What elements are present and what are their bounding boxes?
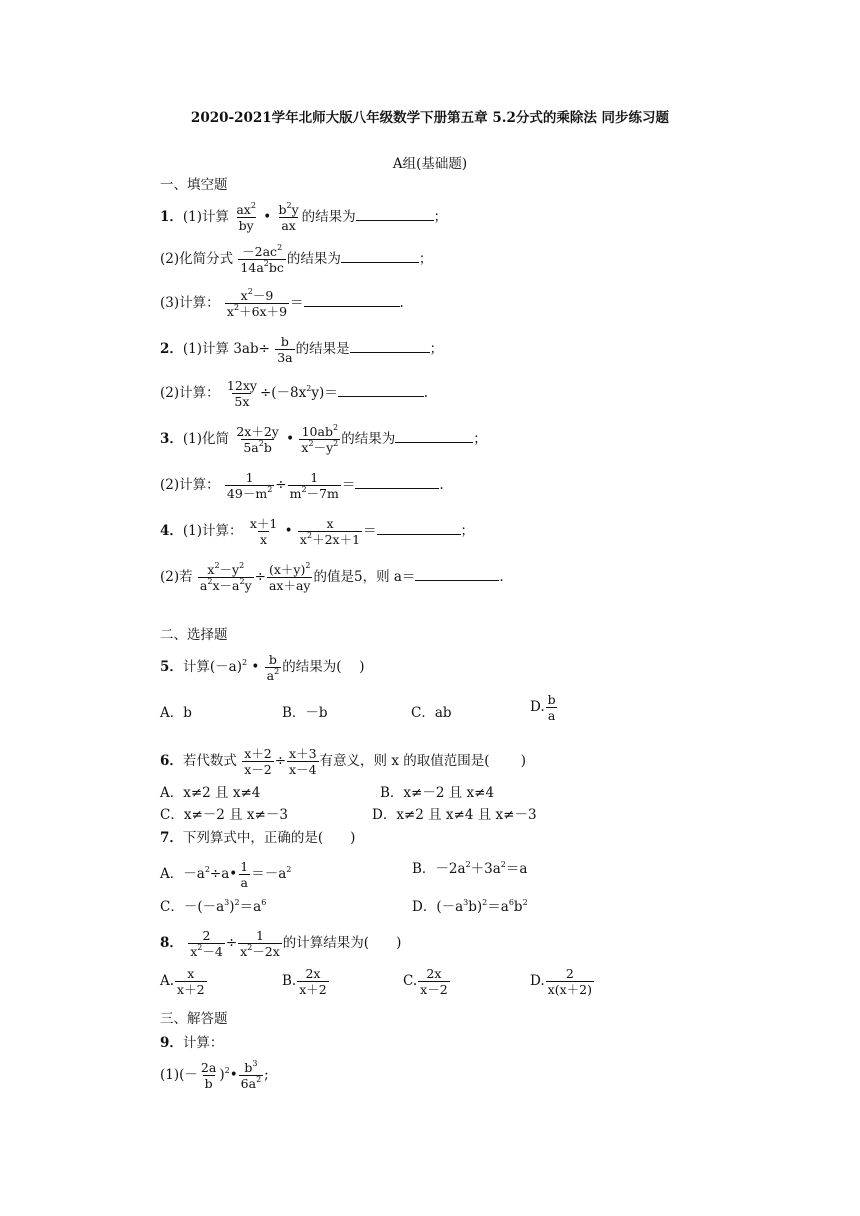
question-1-part-3: (3)计算： $\frac{x^2-9}{x^2+6x+9}$ ＝ . xyxy=(160,287,404,319)
fraction: $\frac{x+2}{x-2}$ xyxy=(244,746,272,777)
question-9: 9．计算： xyxy=(160,1035,224,1051)
answer-blank[interactable] xyxy=(304,294,400,307)
section-fill-heading: 一、填空题 xyxy=(160,177,228,193)
answer-blank[interactable] xyxy=(356,208,434,221)
answer-blank[interactable] xyxy=(341,250,419,263)
question-7: 7．下列算式中，正确的是( ) xyxy=(160,830,356,846)
answer-blank[interactable] xyxy=(395,430,473,443)
choice-option[interactable]: A. $\frac{x}{x+2}$ xyxy=(160,966,205,997)
question-2-part-1: 2．(1)计算 3ab÷ $\frac{b}{3a}$ 的结果是 ； xyxy=(160,334,444,365)
fraction: $\frac{ax^2}{by}$ xyxy=(236,201,256,233)
section-answer-heading: 三、解答题 xyxy=(160,1011,228,1027)
fraction: $\frac{b^3}{6a^2}$ xyxy=(240,1059,262,1091)
question-4-part-1: 4．(1)计算： $\frac{x+1}{x}$ • $\frac{x}{x^2+2x+1}$ ＝ ； xyxy=(160,516,475,547)
question-9-part-1: (1)(－ $\frac{2a}{b}$ )$^2$• $\frac{b^3}{6a^2}$ ; xyxy=(160,1059,269,1091)
choice-option[interactable]: B. $\frac{2x}{x+2}$ xyxy=(282,966,327,997)
answer-blank[interactable] xyxy=(377,522,461,535)
choice-option[interactable]: B．x≠－2 且 x≠4 xyxy=(380,785,495,801)
fraction: $\frac{(x+y)^2}{ax+ay}$ xyxy=(268,561,311,593)
fraction: $\frac{1}{m^2-7m}$ xyxy=(289,470,339,501)
fraction: $\frac{2}{x(x+2)}$ xyxy=(547,966,592,997)
choice-option[interactable]: C．x≠－2 且 x≠－3 xyxy=(160,807,288,823)
question-1-part-2: (2)化简分式 $\frac{-2ac^2}{14a^2bc}$ 的结果为 ； xyxy=(160,243,433,275)
fraction: $\frac{b}{a}$ xyxy=(547,692,556,723)
fraction: $\frac{-2ac^2}{14a^2bc}$ xyxy=(240,243,284,275)
fraction: $\frac{1}{a}$ xyxy=(240,859,249,890)
fraction: $\frac{1}{49-m^2}$ xyxy=(226,470,273,501)
choice-option[interactable]: A．b xyxy=(160,705,192,721)
choice-option[interactable]: D．$(-a^3b)^2=a^6b^2$ xyxy=(412,898,528,915)
choice-option[interactable]: B．$-2a^2+3a^2=a$ xyxy=(412,860,528,877)
group-heading: A组(基础题) xyxy=(392,156,468,172)
fraction: $\frac{b^2y}{ax}$ xyxy=(278,201,299,233)
question-6: 6．若代数式 $\frac{x+2}{x-2}$ ÷ $\frac{x+3}{x-4}$ 有意义，则 x 的取值范围是( ) xyxy=(160,746,527,777)
page-title: 2020-2021学年北师大版八年级数学下册第五章 5.2分式的乘除法 同步练习题 xyxy=(190,110,670,126)
choice-option[interactable]: D．x≠2 且 x≠4 且 x≠－3 xyxy=(372,807,537,823)
choice-option[interactable]: D. $\frac{b}{a}$ xyxy=(530,692,556,723)
choice-option[interactable]: C. $\frac{2x}{x-2}$ xyxy=(403,966,448,997)
fraction: $\frac{1}{x^2-2x}$ xyxy=(240,928,280,959)
fraction: $\frac{2x+2y}{5a^2b}$ xyxy=(236,424,279,455)
fraction: $\frac{x}{x+2}$ xyxy=(177,966,205,997)
fraction: $\frac{x^2-9}{x^2+6x+9}$ xyxy=(226,287,288,319)
fraction: $\frac{b}{3a}$ xyxy=(277,334,293,365)
fraction: $\frac{2}{x^2-4}$ xyxy=(190,928,223,959)
section-choice-heading: 二、选择题 xyxy=(160,627,228,643)
fraction: $\frac{10ab^2}{x^2-y^2}$ xyxy=(301,423,339,455)
choice-option[interactable]: C．$-(-a^3)^2=a^6$ xyxy=(160,898,267,915)
fraction: $\frac{x^2-y^2}{a^2x-a^2y}$ xyxy=(199,561,252,593)
choice-option[interactable]: B．－b xyxy=(282,705,328,721)
fraction: $\frac{x+3}{x-4}$ xyxy=(289,746,317,777)
answer-blank[interactable] xyxy=(355,476,439,489)
choice-option[interactable]: D. $\frac{2}{x(x+2)}$ xyxy=(530,966,592,997)
fraction: $\frac{x}{x^2+2x+1}$ xyxy=(299,516,361,547)
fraction: $\frac{12xy}{5x}$ xyxy=(226,378,257,409)
fraction: $\frac{2a}{b}$ xyxy=(200,1060,217,1091)
question-4-part-2: (2)若 $\frac{x^2-y^2}{a^2x-a^2y}$ ÷ $\frac{(x+y)^2}{ax+ay}$ 的值是5，则 a＝ . xyxy=(160,561,504,593)
fraction: $\frac{2x}{x-2}$ xyxy=(420,966,448,997)
fraction: $\frac{2x}{x+2}$ xyxy=(299,966,327,997)
fraction: $\frac{x+1}{x}$ xyxy=(249,516,278,547)
question-8: 8． $\frac{2}{x^2-4}$ ÷ $\frac{1}{x^2-2x}$ 的计算结果为( ) xyxy=(160,928,402,959)
fraction: $\frac{b}{a^2}$ xyxy=(266,652,280,683)
question-2-part-2: (2)计算： $\frac{12xy}{5x}$ $\div(-8x^2y)=$ . xyxy=(160,378,429,409)
question-1-part-1: 1．(1)计算 $\frac{ax^2}{by}$ • $\frac{b^2y}{ax}$ 的结果为 ； xyxy=(160,201,448,233)
answer-blank[interactable] xyxy=(350,340,430,353)
choice-option[interactable]: A．x≠2 且 x≠4 xyxy=(160,785,261,801)
answer-blank[interactable] xyxy=(415,568,499,581)
question-5: 5．计算$(-a)^2$ • $\frac{b}{a^2}$ 的结果为( ) xyxy=(160,652,365,683)
answer-blank[interactable] xyxy=(338,384,424,397)
choice-option[interactable]: A．$-a^2\div a•$ $\frac{1}{a}$ $=-a^2$ xyxy=(160,859,292,890)
question-3-part-2: (2)计算： $\frac{1}{49-m^2}$ ÷ $\frac{1}{m^2-7m}$ ＝ . xyxy=(160,470,444,501)
choice-option[interactable]: C．ab xyxy=(411,705,452,721)
question-3-part-1: 3．(1)化简 $\frac{2x+2y}{5a^2b}$ • $\frac{10ab^2}{x^2-y^2}$ 的结果为 ； xyxy=(160,423,487,455)
